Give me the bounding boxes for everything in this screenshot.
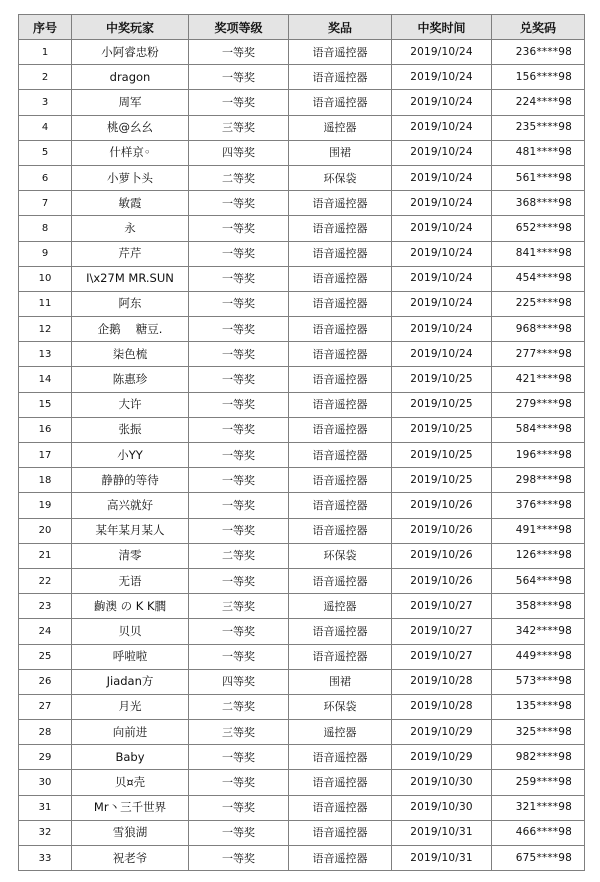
cell-tier: 一等奖 — [189, 795, 289, 820]
cell-player: 大许 — [72, 392, 189, 417]
table-row — [19, 140, 585, 165]
cell-prize: 语音遥控器 — [289, 619, 392, 644]
table-row — [19, 90, 585, 115]
table-row — [19, 820, 585, 845]
cell-prize: 语音遥控器 — [289, 367, 392, 392]
cell-tier: 一等奖 — [189, 40, 289, 65]
table-row — [19, 594, 585, 619]
cell-player: 张振 — [72, 417, 189, 442]
table-row — [19, 317, 585, 342]
table-row — [19, 65, 585, 90]
cell-code: 584****98 — [492, 417, 585, 442]
cell-prize: 语音遥控器 — [289, 417, 392, 442]
cell-prize: 语音遥控器 — [289, 745, 392, 770]
cell-player: 月光 — [72, 694, 189, 719]
cell-prize: 语音遥控器 — [289, 392, 392, 417]
cell-date: 2019/10/30 — [392, 795, 492, 820]
cell-no: 4 — [19, 115, 72, 140]
cell-player: 呼啦啦 — [72, 644, 189, 669]
cell-date: 2019/10/29 — [392, 720, 492, 745]
cell-no: 13 — [19, 342, 72, 367]
cell-no: 28 — [19, 720, 72, 745]
table-row — [19, 745, 585, 770]
cell-tier: 一等奖 — [189, 443, 289, 468]
cell-player: 小萝卜头 — [72, 165, 189, 190]
cell-no: 17 — [19, 443, 72, 468]
cell-no: 27 — [19, 694, 72, 719]
cell-code: 298****98 — [492, 468, 585, 493]
cell-date: 2019/10/26 — [392, 568, 492, 593]
cell-date: 2019/10/24 — [392, 266, 492, 291]
cell-prize: 环保袋 — [289, 165, 392, 190]
cell-code: 968****98 — [492, 317, 585, 342]
cell-player: 柒色梳 — [72, 342, 189, 367]
cell-no: 33 — [19, 846, 72, 871]
cell-date: 2019/10/24 — [392, 241, 492, 266]
cell-player: 齣澳 の K K膶 — [72, 594, 189, 619]
cell-player: 芹芹 — [72, 241, 189, 266]
cell-code: 321****98 — [492, 795, 585, 820]
header-player: 中奖玩家 — [72, 15, 189, 40]
cell-no: 30 — [19, 770, 72, 795]
cell-prize: 遥控器 — [289, 594, 392, 619]
cell-player: 陈惠珍 — [72, 367, 189, 392]
cell-prize: 语音遥控器 — [289, 90, 392, 115]
cell-code: 481****98 — [492, 140, 585, 165]
cell-date: 2019/10/31 — [392, 820, 492, 845]
cell-date: 2019/10/24 — [392, 191, 492, 216]
cell-code: 235****98 — [492, 115, 585, 140]
cell-prize: 围裙 — [289, 669, 392, 694]
cell-code: 982****98 — [492, 745, 585, 770]
table-row — [19, 241, 585, 266]
cell-no: 14 — [19, 367, 72, 392]
cell-prize: 环保袋 — [289, 543, 392, 568]
cell-date: 2019/10/24 — [392, 140, 492, 165]
cell-date: 2019/10/26 — [392, 518, 492, 543]
table-row — [19, 417, 585, 442]
cell-player: Jiadan方 — [72, 669, 189, 694]
cell-tier: 一等奖 — [189, 493, 289, 518]
cell-code: 259****98 — [492, 770, 585, 795]
cell-date: 2019/10/24 — [392, 40, 492, 65]
cell-prize: 语音遥控器 — [289, 795, 392, 820]
cell-date: 2019/10/25 — [392, 417, 492, 442]
cell-no: 11 — [19, 291, 72, 316]
table-row — [19, 216, 585, 241]
cell-no: 3 — [19, 90, 72, 115]
cell-date: 2019/10/28 — [392, 669, 492, 694]
cell-no: 18 — [19, 468, 72, 493]
table-header — [19, 15, 585, 40]
table-row — [19, 468, 585, 493]
cell-no: 31 — [19, 795, 72, 820]
cell-date: 2019/10/25 — [392, 392, 492, 417]
cell-code: 652****98 — [492, 216, 585, 241]
cell-code: 466****98 — [492, 820, 585, 845]
cell-prize: 语音遥控器 — [289, 317, 392, 342]
table-row — [19, 720, 585, 745]
cell-no: 16 — [19, 417, 72, 442]
cell-player: 无语 — [72, 568, 189, 593]
header-prize: 奖品 — [289, 15, 392, 40]
cell-date: 2019/10/27 — [392, 594, 492, 619]
cell-date: 2019/10/27 — [392, 619, 492, 644]
table-row — [19, 367, 585, 392]
cell-player: 贝贝 — [72, 619, 189, 644]
cell-player: 某年某月某人 — [72, 518, 189, 543]
cell-tier: 一等奖 — [189, 317, 289, 342]
cell-date: 2019/10/24 — [392, 115, 492, 140]
cell-no: 8 — [19, 216, 72, 241]
cell-player: Baby — [72, 745, 189, 770]
cell-tier: 三等奖 — [189, 594, 289, 619]
cell-no: 32 — [19, 820, 72, 845]
cell-player: 敏霞 — [72, 191, 189, 216]
table-row — [19, 40, 585, 65]
cell-no: 10 — [19, 266, 72, 291]
cell-player: 永 — [72, 216, 189, 241]
cell-player: 清零 — [72, 543, 189, 568]
table-row — [19, 568, 585, 593]
cell-player: 祝老爷 — [72, 846, 189, 871]
cell-date: 2019/10/27 — [392, 644, 492, 669]
table-row — [19, 770, 585, 795]
cell-code: 325****98 — [492, 720, 585, 745]
cell-player: 小YY — [72, 443, 189, 468]
cell-code: 236****98 — [492, 40, 585, 65]
cell-prize: 语音遥控器 — [289, 518, 392, 543]
cell-tier: 三等奖 — [189, 720, 289, 745]
cell-date: 2019/10/25 — [392, 367, 492, 392]
table-row — [19, 669, 585, 694]
cell-tier: 一等奖 — [189, 90, 289, 115]
cell-prize: 语音遥控器 — [289, 266, 392, 291]
cell-player: 静静的等待 — [72, 468, 189, 493]
cell-prize: 语音遥控器 — [289, 568, 392, 593]
cell-code: 224****98 — [492, 90, 585, 115]
cell-prize: 环保袋 — [289, 694, 392, 719]
cell-player: 小阿睿忠粉 — [72, 40, 189, 65]
table-row — [19, 191, 585, 216]
cell-code: 225****98 — [492, 291, 585, 316]
cell-player: 阿东 — [72, 291, 189, 316]
cell-no: 15 — [19, 392, 72, 417]
cell-player: 贝¤壳 — [72, 770, 189, 795]
table-row — [19, 795, 585, 820]
cell-prize: 语音遥控器 — [289, 40, 392, 65]
cell-tier: 一等奖 — [189, 468, 289, 493]
cell-tier: 一等奖 — [189, 568, 289, 593]
cell-prize: 语音遥控器 — [289, 820, 392, 845]
cell-date: 2019/10/24 — [392, 65, 492, 90]
cell-tier: 二等奖 — [189, 694, 289, 719]
cell-code: 841****98 — [492, 241, 585, 266]
cell-code: 156****98 — [492, 65, 585, 90]
cell-no: 6 — [19, 165, 72, 190]
cell-tier: 一等奖 — [189, 291, 289, 316]
cell-no: 7 — [19, 191, 72, 216]
cell-date: 2019/10/24 — [392, 216, 492, 241]
cell-prize: 遥控器 — [289, 115, 392, 140]
cell-prize: 语音遥控器 — [289, 468, 392, 493]
cell-no: 21 — [19, 543, 72, 568]
cell-player: I\x27M MR.SUN — [72, 266, 189, 291]
cell-prize: 语音遥控器 — [289, 493, 392, 518]
cell-prize: 语音遥控器 — [289, 644, 392, 669]
table-row — [19, 493, 585, 518]
cell-player: 向前进 — [72, 720, 189, 745]
cell-tier: 二等奖 — [189, 543, 289, 568]
cell-code: 449****98 — [492, 644, 585, 669]
cell-prize: 语音遥控器 — [289, 443, 392, 468]
cell-no: 25 — [19, 644, 72, 669]
cell-date: 2019/10/24 — [392, 317, 492, 342]
winners-table — [18, 14, 585, 871]
cell-tier: 二等奖 — [189, 165, 289, 190]
cell-date: 2019/10/26 — [392, 543, 492, 568]
cell-tier: 一等奖 — [189, 846, 289, 871]
cell-tier: 一等奖 — [189, 216, 289, 241]
cell-tier: 一等奖 — [189, 191, 289, 216]
header-code: 兑奖码 — [492, 15, 585, 40]
cell-date: 2019/10/24 — [392, 342, 492, 367]
table-row — [19, 115, 585, 140]
cell-player: dragon — [72, 65, 189, 90]
cell-code: 126****98 — [492, 543, 585, 568]
cell-no: 1 — [19, 40, 72, 65]
cell-tier: 一等奖 — [189, 745, 289, 770]
cell-code: 358****98 — [492, 594, 585, 619]
cell-code: 564****98 — [492, 568, 585, 593]
header-date: 中奖时间 — [392, 15, 492, 40]
cell-code: 342****98 — [492, 619, 585, 644]
cell-no: 26 — [19, 669, 72, 694]
cell-player: 周军 — [72, 90, 189, 115]
cell-player: 什样京◦ — [72, 140, 189, 165]
cell-code: 196****98 — [492, 443, 585, 468]
header-no: 序号 — [19, 15, 72, 40]
table-row — [19, 644, 585, 669]
cell-no: 9 — [19, 241, 72, 266]
cell-tier: 一等奖 — [189, 367, 289, 392]
cell-no: 29 — [19, 745, 72, 770]
table-body — [19, 40, 585, 871]
cell-prize: 遥控器 — [289, 720, 392, 745]
cell-prize: 语音遥控器 — [289, 216, 392, 241]
table-row — [19, 443, 585, 468]
cell-date: 2019/10/30 — [392, 770, 492, 795]
cell-tier: 一等奖 — [189, 518, 289, 543]
cell-prize: 围裙 — [289, 140, 392, 165]
cell-tier: 一等奖 — [189, 241, 289, 266]
cell-tier: 四等奖 — [189, 669, 289, 694]
cell-date: 2019/10/25 — [392, 443, 492, 468]
cell-prize: 语音遥控器 — [289, 65, 392, 90]
cell-no: 19 — [19, 493, 72, 518]
cell-no: 23 — [19, 594, 72, 619]
cell-no: 22 — [19, 568, 72, 593]
cell-code: 421****98 — [492, 367, 585, 392]
cell-date: 2019/10/28 — [392, 694, 492, 719]
cell-tier: 三等奖 — [189, 115, 289, 140]
cell-tier: 一等奖 — [189, 392, 289, 417]
table-row — [19, 543, 585, 568]
table-row — [19, 291, 585, 316]
cell-date: 2019/10/24 — [392, 90, 492, 115]
cell-prize: 语音遥控器 — [289, 342, 392, 367]
cell-date: 2019/10/29 — [392, 745, 492, 770]
cell-code: 376****98 — [492, 493, 585, 518]
cell-tier: 一等奖 — [189, 644, 289, 669]
cell-prize: 语音遥控器 — [289, 191, 392, 216]
cell-tier: 四等奖 — [189, 140, 289, 165]
cell-prize: 语音遥控器 — [289, 291, 392, 316]
cell-player: 高兴就好 — [72, 493, 189, 518]
cell-code: 675****98 — [492, 846, 585, 871]
cell-code: 277****98 — [492, 342, 585, 367]
cell-tier: 一等奖 — [189, 770, 289, 795]
table-row — [19, 846, 585, 871]
table-row — [19, 392, 585, 417]
cell-date: 2019/10/24 — [392, 165, 492, 190]
cell-date: 2019/10/24 — [392, 291, 492, 316]
cell-code: 368****98 — [492, 191, 585, 216]
table-row — [19, 518, 585, 543]
cell-code: 135****98 — [492, 694, 585, 719]
cell-player: Mr丶三千世界 — [72, 795, 189, 820]
cell-code: 491****98 — [492, 518, 585, 543]
table-row — [19, 694, 585, 719]
cell-tier: 一等奖 — [189, 266, 289, 291]
cell-tier: 一等奖 — [189, 820, 289, 845]
cell-tier: 一等奖 — [189, 65, 289, 90]
cell-date: 2019/10/31 — [392, 846, 492, 871]
cell-no: 24 — [19, 619, 72, 644]
cell-player: 桃@幺幺 — [72, 115, 189, 140]
cell-no: 2 — [19, 65, 72, 90]
cell-prize: 语音遥控器 — [289, 770, 392, 795]
cell-prize: 语音遥控器 — [289, 241, 392, 266]
cell-player: 企鹅 糖豆. — [72, 317, 189, 342]
cell-code: 454****98 — [492, 266, 585, 291]
table-row — [19, 619, 585, 644]
cell-code: 561****98 — [492, 165, 585, 190]
cell-tier: 一等奖 — [189, 619, 289, 644]
cell-prize: 语音遥控器 — [289, 846, 392, 871]
cell-tier: 一等奖 — [189, 417, 289, 442]
cell-no: 5 — [19, 140, 72, 165]
table-row — [19, 266, 585, 291]
cell-code: 279****98 — [492, 392, 585, 417]
cell-tier: 一等奖 — [189, 342, 289, 367]
table-row — [19, 165, 585, 190]
header-row — [19, 15, 585, 40]
header-tier: 奖项等级 — [189, 15, 289, 40]
cell-date: 2019/10/25 — [392, 468, 492, 493]
cell-date: 2019/10/26 — [392, 493, 492, 518]
cell-no: 20 — [19, 518, 72, 543]
table-row — [19, 342, 585, 367]
cell-no: 12 — [19, 317, 72, 342]
cell-code: 573****98 — [492, 669, 585, 694]
cell-player: 雪狼湖 — [72, 820, 189, 845]
winners-list — [18, 14, 584, 871]
